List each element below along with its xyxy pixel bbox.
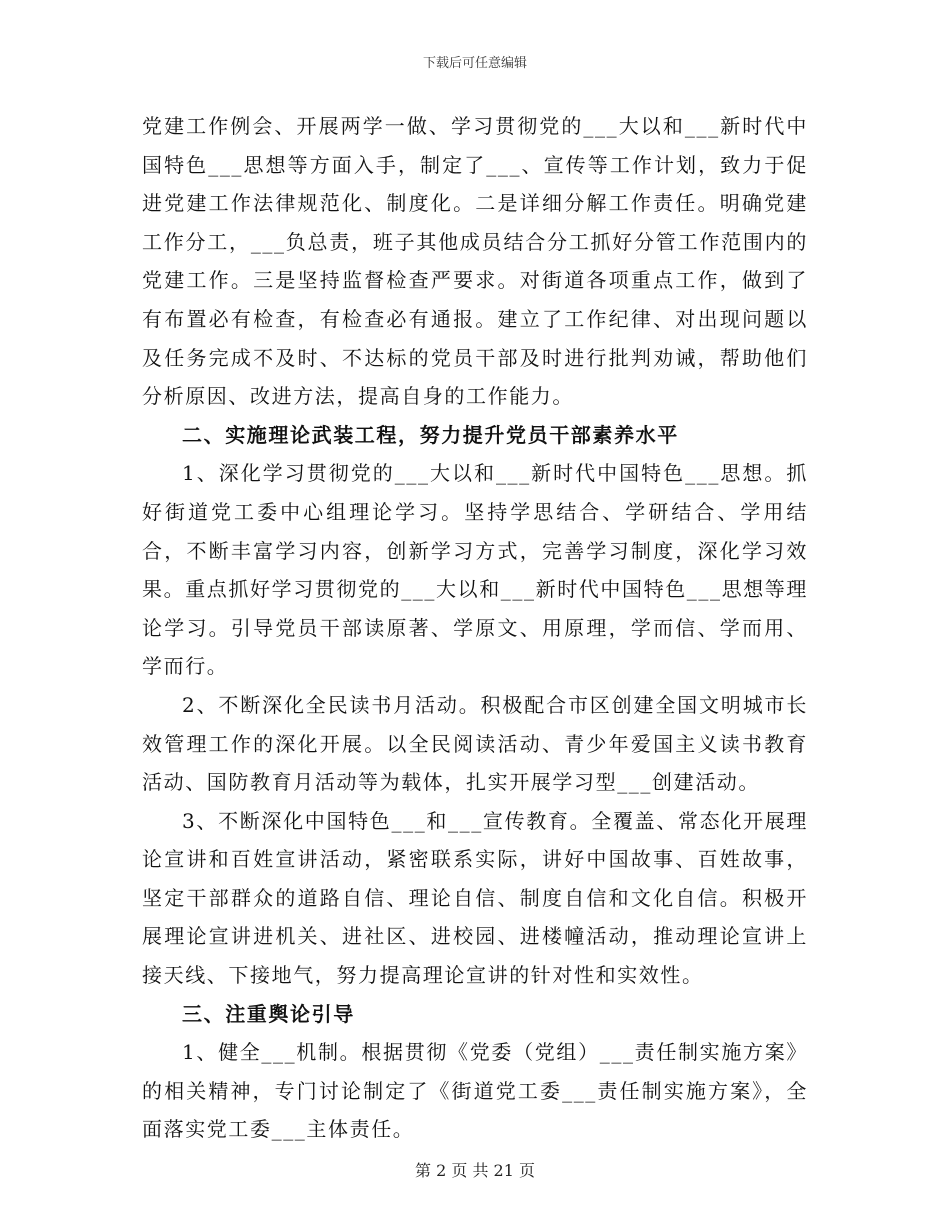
paragraph-2-2: 2、不断深化全民读书月活动。积极配合市区创建全国文明城市长效管理工作的深化开展。以全民阅读活动、青少年爱国主义读书教育活动、国防教育月活动等为载体，扎实开展学习型___创建活动。 [142,692,808,795]
paragraph-3-1: 1、健全___机制。根据贯彻《党委（党组）___责任制实施方案》的相关精神，专门讨论制定了《街道党工委___责任制实施方案》，全面落实党工委___主体责任。 [142,1040,808,1142]
section-heading-3: 三、注重舆论引导 [182,1001,355,1026]
paragraph-2-3: 3、不断深化中国特色___和___宣传教育。全覆盖、常态化开展理论宣讲和百姓宣讲活动，紧密联系实际，讲好中国故事、百姓故事，坚定干部群众的道路自信、理论自信、制度自信和文化自信。积极开展理论宣讲进机关、进社区、进校园、进楼幢活动，推动理论宣讲上接天线、下接地气，努力提高理论宣讲的针对性和实效性。 [142,808,808,988]
page-footer: 第 2 页 共 21 页 [415,1161,535,1180]
paragraph-2-1: 1、深化学习贯彻党的___大以和___新时代中国特色___思想。抓好街道党工委中心组理论学习。坚持学思结合、学研结合、学用结合，不断丰富学习内容，创新学习方式，完善学习制度，深化学习效果。重点抓好学习贯彻党的___大以和___新时代中国特色___思想等理论学习。引导党员干部读原著、学原文、用原理，学而信、学而用、学而行。 [142,461,808,679]
page-header: 下载后可任意编辑 [422,56,527,71]
document-body [142,107,808,1149]
section-heading-2: 二、实施理论武装工程，努力提升党员干部素养水平 [182,422,679,447]
paragraph-intro: 党建工作例会、开展两学一做、学习贯彻党的___大以和___新时代中国特色___思想等方面入手，制定了___、宣传等工作计划，致力于促进党建工作法律规范化、制度化。二是详细分解工作责任。明确党建工作分工，___负总责，班子其他成员结合分工抓好分管工作范围内的党建工作。三是坚持监督检查严要求。对街道各项重点工作，做到了有布置必有检查，有检查必有通报。建立了工作纪律、对出现问题以及任务完成不及时、不达标的党员干部及时进行批判劝诫，帮助他们分析原因、改进方法，提高自身的工作能力。 [142,114,808,409]
